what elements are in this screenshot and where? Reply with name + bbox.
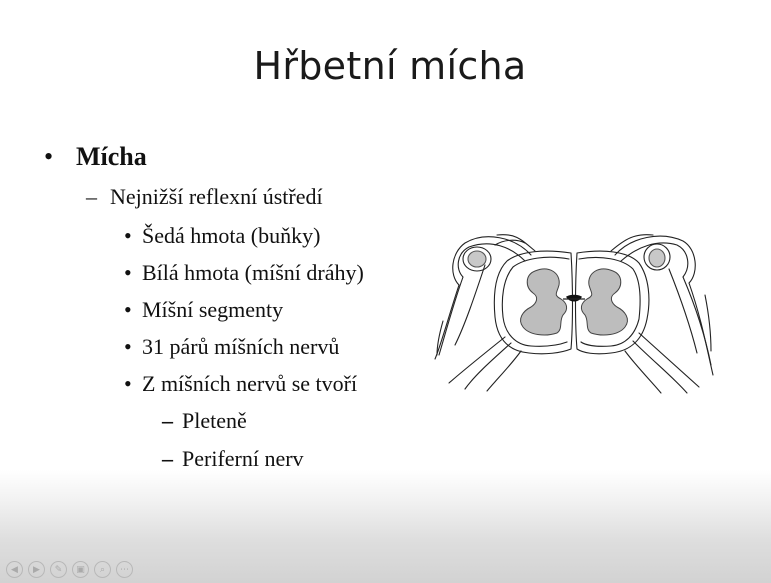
bullet-dash: –	[162, 446, 173, 471]
gray-matter-left	[521, 269, 567, 335]
bullet-dot: •	[124, 260, 132, 285]
central-canal	[567, 296, 581, 301]
bullet-segments	[124, 297, 283, 323]
bullet-plexus	[162, 408, 247, 434]
previous-icon[interactable]: ◀	[6, 561, 23, 578]
bullet-micha	[44, 142, 147, 172]
bullet-gray-matter	[124, 223, 320, 249]
bullet-dot: •	[124, 371, 132, 396]
bullet-text: Bílá hmota (míšní dráhy)	[142, 260, 364, 285]
bullet-text: Míšní segmenty	[142, 297, 284, 322]
pen-icon[interactable]: ✎	[50, 561, 67, 578]
spinal-cord-sketch	[425, 225, 725, 410]
bullet-formed-from	[124, 371, 357, 397]
more-icon[interactable]: ⋯	[116, 561, 133, 578]
bullet-dot: •	[124, 223, 132, 248]
slideshow-nav	[6, 561, 133, 579]
bullet-dash: –	[86, 184, 97, 209]
bullet-text: Mícha	[76, 142, 147, 171]
bullet-dot: •	[44, 142, 54, 171]
bullet-text: Nejnižší reflexní ústředí	[110, 184, 323, 209]
next-icon[interactable]: ▶	[28, 561, 45, 578]
slides-icon[interactable]: ▣	[72, 561, 89, 578]
zoom-icon[interactable]: ⌕	[94, 561, 111, 578]
bullet-peripheral-nerve	[162, 446, 304, 472]
bullet-text: Periferní nerv	[182, 446, 304, 471]
bullet-reflex-center	[86, 184, 323, 210]
spinal-nerve-left	[439, 277, 463, 355]
bullet-dot: •	[124, 297, 132, 322]
gray-matter-right	[581, 269, 627, 335]
bullet-text: Z míšních nervů se tvoří	[142, 371, 358, 396]
bullet-white-matter	[124, 260, 364, 286]
bullet-dash: –	[162, 408, 173, 433]
slide-title: Hřbetní mícha	[253, 44, 527, 88]
bullet-text: Pleteně	[182, 408, 247, 433]
bullet-text: 31 párů míšních nervů	[142, 334, 340, 359]
bullet-text: Šedá hmota (buňky)	[142, 223, 321, 248]
bullet-dot: •	[124, 334, 132, 359]
bullet-nerve-pairs	[124, 334, 339, 360]
